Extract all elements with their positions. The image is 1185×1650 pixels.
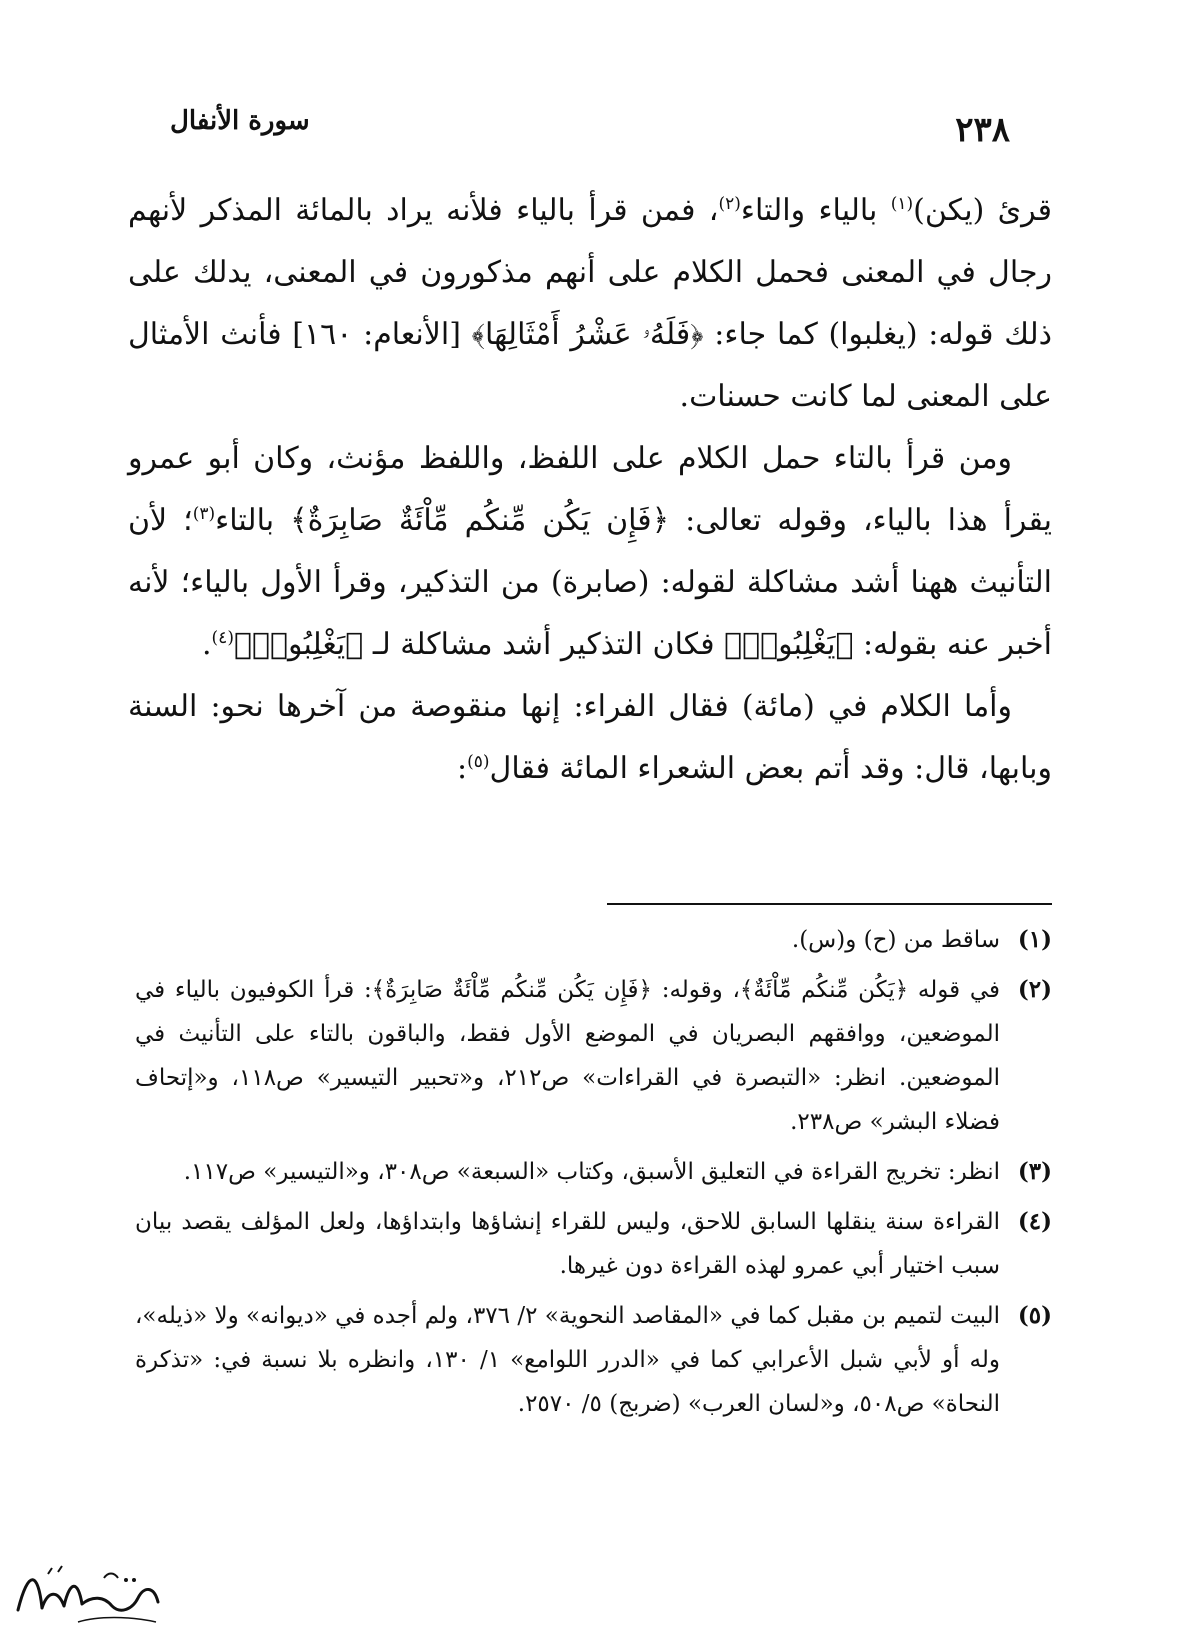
text-run: وأما الكلام في (مائة) فقال الفراء: إنها منقوصة من آخرها نحو: السنة وبابها، قال: وقد أتم بعض الشعراء المائة فقال [128,689,1052,786]
main-text [128,180,1052,800]
footnote-number: (٣) [1017,1158,1052,1185]
paragraph-1 [128,180,1052,428]
quran-quote: ﴿فَلَهُۥ عَشْرُ أَمْثَالِهَا﴾ [471,317,704,352]
footnote-text: انظر: تخريج القراءة في التعليق الأسبق، وكتاب «السبعة» ص٣٠٨، و«التيسير» ص١١٧. [183,1159,1000,1185]
footnote-ref-3: (٣) [192,504,216,524]
text-run: : [456,751,468,786]
text-run: . [201,627,212,662]
quran-quote: ﴿فَإِن يَكُن مِّنكُم مِّاْئَةٌ صَابِرَةٌ﴾ [290,503,670,538]
footnote-4 [135,1200,1052,1288]
page-number: ٢٣٨ [955,110,1010,150]
footnote-1 [135,918,1052,962]
footnote-3 [135,1150,1052,1194]
footnote-5 [135,1294,1052,1426]
footnote-divider [607,903,1052,905]
text-run: ؛ لأن التأنيث ههنا أشد مشاكلة لقوله: (صابرة) من التذكير، وقرأ الأول بالياء؛ لأنه أخبر عنه بقوله: [128,503,1052,662]
footnote-text: القراءة سنة ينقلها السابق للاحق، وليس للقراء إنشاؤها وابتداؤها، ولعل المؤلف يقصد بيان سبب اختيار أبي عمرو لهذه القراءة دون غيرها. [135,1209,1000,1279]
footnote-ref-4: (٤) [211,628,234,648]
text-run: بالياء والتاء [740,193,891,228]
footnote-2 [135,968,1052,1144]
text-run: فكان التذكير أشد مشاكلة لـ [363,627,725,662]
text-run: [الأنعام: ١٦٠] فأنث الأمثال على المعنى لما كانت حسنات. [128,317,1052,414]
calligraphy-logo-icon [8,1550,168,1634]
footnote-ref-2: (٢) [718,194,741,214]
footnote-ref-5: (٥) [467,752,490,772]
footnotes [135,918,1052,1432]
footnote-number: (١) [1017,926,1052,953]
paragraph-2 [128,428,1052,676]
text-run: بالتاء [215,503,291,538]
footnote-number: (٥) [1017,1302,1052,1329]
text-run: ومن قرأ بالتاء حمل الكلام على اللفظ، واللفظ مؤنث، وكان أبو عمرو يقرأ هذا بالياء، وقوله تعالى: [128,441,1052,538]
footnote-text: ساقط من (ح) و(س). [791,927,1000,953]
quran-quote: ﴿يَغْلِبُوا۟﴾ [233,627,364,662]
footnote-ref-1: (١) [890,194,914,214]
watermark-logo [8,1550,168,1634]
footnote-number: (٢) [1017,976,1052,1003]
text-run: ، فمن قرأ بالياء فلأنه يراد بالمائة المذكر لأنهم رجال في المعنى فحمل الكلام على أنهم مذكورون في المعنى، يدلك على ذلك قوله: (يغلبوا) كما جاء: [128,193,1052,352]
footnote-number: (٤) [1017,1208,1052,1235]
page-header [170,98,1010,158]
footnote-text: في قوله ﴿يَكُن مِّنكُم مِّاْئَةٌ﴾، وقوله: ﴿فَإِن يَكُن مِّنكُم مِّاْئَةٌ صَابِرَةٌ﴾: قرأ الكوفيون بالياء في الموضعين، ووافقهم البصريان في الموضع الأول فقط، والباقون بالتاء على التأنيث في الموضعين. انظر: «التبصرة في القراءات» ص٢١٢، و«تحبير التيسير» ص١١٨، و«إتحاف فضلاء البشر» ص٢٣٨. [135,977,1000,1135]
quran-quote: ﴿يَغْلِبُوا۟﴾ [724,627,854,662]
surah-title: سورة الأنفال [170,106,310,136]
footnote-text: البيت لتميم بن مقبل كما في «المقاصد النحوية» ٢/ ٣٧٦، ولم أجده في «ديوانه» ولا «ذيله»، وله أو لأبي شبل الأعرابي كما في «الدرر اللوامع» ١/ ١٣٠، وانظره بلا نسبة في: «تذكرة النحاة» ص٥٠٨، و«لسان العرب» (ضربج) ٥/ ٢٥٧٠. [135,1303,1001,1417]
paragraph-3 [128,676,1052,800]
text-run: قرئ (يكن) [913,193,1052,228]
